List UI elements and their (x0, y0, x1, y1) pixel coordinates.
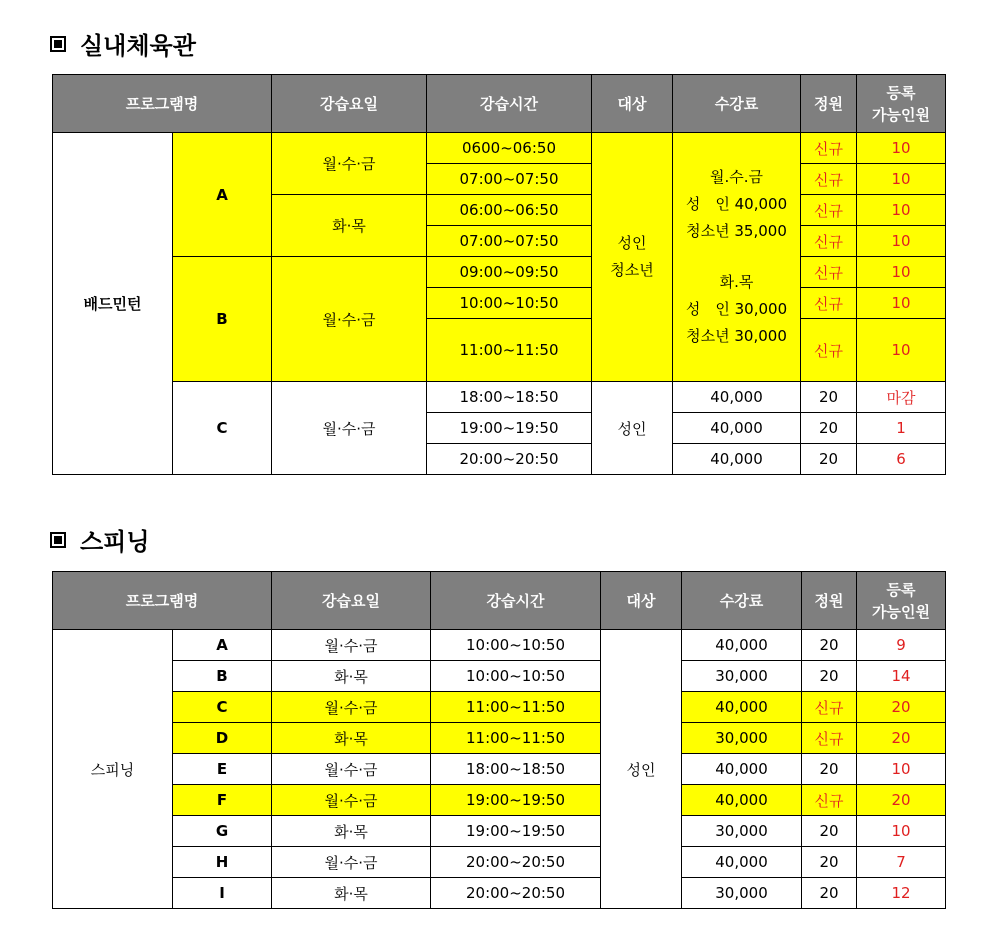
available-cell: 10 (857, 133, 946, 164)
table-row (53, 816, 946, 847)
group-label: C (173, 382, 272, 475)
fee-cell: 30,000 (682, 723, 802, 754)
class-days: 월·수·금 (272, 630, 431, 661)
available-cell: 9 (857, 630, 946, 661)
header-target: 대상 (592, 75, 673, 133)
available-cell: 10 (857, 816, 946, 847)
class-time: 09:00~09:50 (427, 257, 592, 288)
gym-header-row (53, 75, 946, 133)
class-time: 20:00~20:50 (431, 878, 601, 909)
fee-cell: 40,000 (682, 785, 802, 816)
spin-section-title (50, 522, 150, 557)
available-cell: 10 (857, 257, 946, 288)
group-label: A (173, 133, 272, 257)
program-name: 스피닝 (53, 630, 173, 909)
fee-cell: 30,000 (682, 878, 802, 909)
table-row (53, 382, 946, 413)
gym-title: 실내체육관 (80, 32, 196, 60)
available-cell: 7 (857, 847, 946, 878)
fee-cell: 40,000 (682, 754, 802, 785)
header-fee: 수강료 (682, 572, 802, 630)
header-available (857, 572, 946, 630)
program-name: 배드민턴 (53, 133, 173, 475)
fee-cell: 40,000 (682, 692, 802, 723)
spin-title: 스피닝 (80, 528, 150, 556)
header-available-line1: 등록 (886, 83, 916, 102)
table-row (53, 630, 946, 661)
header-target: 대상 (601, 572, 682, 630)
group-label: B (173, 257, 272, 382)
available-cell: 10 (857, 195, 946, 226)
available-cell: 10 (857, 319, 946, 382)
class-label: B (173, 661, 272, 692)
available-cell: 12 (857, 878, 946, 909)
capacity-cell: 신규 (801, 164, 857, 195)
header-available (857, 75, 946, 133)
table-row (53, 692, 946, 723)
capacity-cell: 신규 (801, 319, 857, 382)
table-row (53, 661, 946, 692)
available-cell: 10 (857, 226, 946, 257)
capacity-cell: 신규 (801, 226, 857, 257)
capacity-cell: 신규 (802, 692, 857, 723)
header-available-line2: 가능인원 (872, 602, 930, 621)
class-time: 11:00~11:50 (427, 319, 592, 382)
class-time: 07:00~07:50 (427, 226, 592, 257)
gym-schedule-table (52, 74, 946, 475)
capacity-cell: 20 (801, 444, 857, 475)
fee-cell (673, 133, 801, 382)
class-time: 11:00~11:50 (431, 723, 601, 754)
available-cell: 20 (857, 723, 946, 754)
available-cell: 14 (857, 661, 946, 692)
gym-section-title (50, 26, 196, 61)
available-cell: 마감 (857, 382, 946, 413)
header-available-line1: 등록 (886, 580, 916, 599)
capacity-cell: 20 (801, 413, 857, 444)
class-label: H (173, 847, 272, 878)
header-time: 강습시간 (427, 75, 592, 133)
fee-line: 성 인 40,000 (685, 195, 788, 213)
fee-cell: 40,000 (682, 847, 802, 878)
capacity-cell: 20 (801, 382, 857, 413)
target-cell (592, 133, 673, 382)
header-program: 프로그램명 (53, 572, 272, 630)
fee-cell: 30,000 (682, 661, 802, 692)
capacity-cell: 신규 (801, 257, 857, 288)
available-cell: 10 (857, 754, 946, 785)
class-days: 월·수·금 (272, 257, 427, 382)
table-row (53, 878, 946, 909)
class-time: 18:00~18:50 (431, 754, 601, 785)
class-days: 화·목 (272, 816, 431, 847)
header-available-line2: 가능인원 (872, 105, 930, 124)
fee-cell: 40,000 (673, 413, 801, 444)
available-cell: 10 (857, 288, 946, 319)
class-label: F (173, 785, 272, 816)
fee-cell: 40,000 (682, 630, 802, 661)
target-cell: 성인 (601, 630, 682, 909)
table-row (53, 847, 946, 878)
capacity-cell: 신규 (801, 195, 857, 226)
class-label: E (173, 754, 272, 785)
class-days: 화·목 (272, 661, 431, 692)
class-time: 10:00~10:50 (431, 661, 601, 692)
capacity-cell: 20 (802, 630, 857, 661)
fee-line: 청소년 30,000 (686, 327, 787, 345)
fee-line: 성 인 30,000 (685, 300, 788, 318)
capacity-cell: 20 (802, 847, 857, 878)
class-days: 월·수·금 (272, 847, 431, 878)
fee-cell: 30,000 (682, 816, 802, 847)
class-days: 화·목 (272, 878, 431, 909)
class-time: 06:00~06:50 (427, 195, 592, 226)
class-time: 19:00~19:50 (431, 816, 601, 847)
table-row (53, 723, 946, 754)
class-time: 10:00~10:50 (427, 288, 592, 319)
capacity-cell: 20 (802, 754, 857, 785)
header-capacity: 정원 (801, 75, 857, 133)
header-days: 강습요일 (272, 75, 427, 133)
capacity-cell: 20 (802, 878, 857, 909)
header-time: 강습시간 (431, 572, 601, 630)
class-days: 월·수·금 (272, 382, 427, 475)
table-row (53, 257, 946, 288)
table-row (53, 133, 946, 164)
fee-line: 청소년 35,000 (686, 222, 787, 240)
class-time: 20:00~20:50 (431, 847, 601, 878)
target-youth: 청소년 (610, 261, 654, 279)
target-cell: 성인 (592, 382, 673, 475)
fee-cell: 40,000 (673, 382, 801, 413)
class-time: 11:00~11:50 (431, 692, 601, 723)
class-days: 화·목 (272, 723, 431, 754)
header-program: 프로그램명 (53, 75, 272, 133)
capacity-cell: 신규 (802, 723, 857, 754)
class-time: 19:00~19:50 (431, 785, 601, 816)
class-days: 월·수·금 (272, 692, 431, 723)
available-cell: 20 (857, 785, 946, 816)
class-label: D (173, 723, 272, 754)
square-bullet-icon (50, 36, 66, 52)
class-time: 10:00~10:50 (431, 630, 601, 661)
class-time: 07:00~07:50 (427, 164, 592, 195)
class-time: 18:00~18:50 (427, 382, 592, 413)
capacity-cell: 20 (802, 661, 857, 692)
available-cell: 20 (857, 692, 946, 723)
available-cell: 10 (857, 164, 946, 195)
fee-line: 화.목 (719, 273, 754, 291)
square-bullet-icon (50, 532, 66, 548)
class-label: I (173, 878, 272, 909)
class-days: 월·수·금 (272, 754, 431, 785)
class-days: 화·목 (272, 195, 427, 257)
table-row (53, 785, 946, 816)
class-time: 0600~06:50 (427, 133, 592, 164)
capacity-cell: 신규 (801, 288, 857, 319)
class-label: A (173, 630, 272, 661)
capacity-cell: 신규 (801, 133, 857, 164)
capacity-cell: 20 (802, 816, 857, 847)
fee-line: 월.수.금 (710, 168, 764, 186)
fee-spacer (673, 245, 800, 269)
class-label: C (173, 692, 272, 723)
spin-header-row (53, 572, 946, 630)
header-days: 강습요일 (272, 572, 431, 630)
header-fee: 수강료 (673, 75, 801, 133)
class-days: 월·수·금 (272, 785, 431, 816)
spin-schedule-table (52, 571, 946, 909)
class-time: 19:00~19:50 (427, 413, 592, 444)
class-label: G (173, 816, 272, 847)
fee-cell: 40,000 (673, 444, 801, 475)
header-capacity: 정원 (802, 572, 857, 630)
capacity-cell: 신규 (802, 785, 857, 816)
available-cell: 6 (857, 444, 946, 475)
table-row (53, 754, 946, 785)
target-adult: 성인 (617, 234, 647, 252)
class-time: 20:00~20:50 (427, 444, 592, 475)
available-cell: 1 (857, 413, 946, 444)
class-days: 월·수·금 (272, 133, 427, 195)
